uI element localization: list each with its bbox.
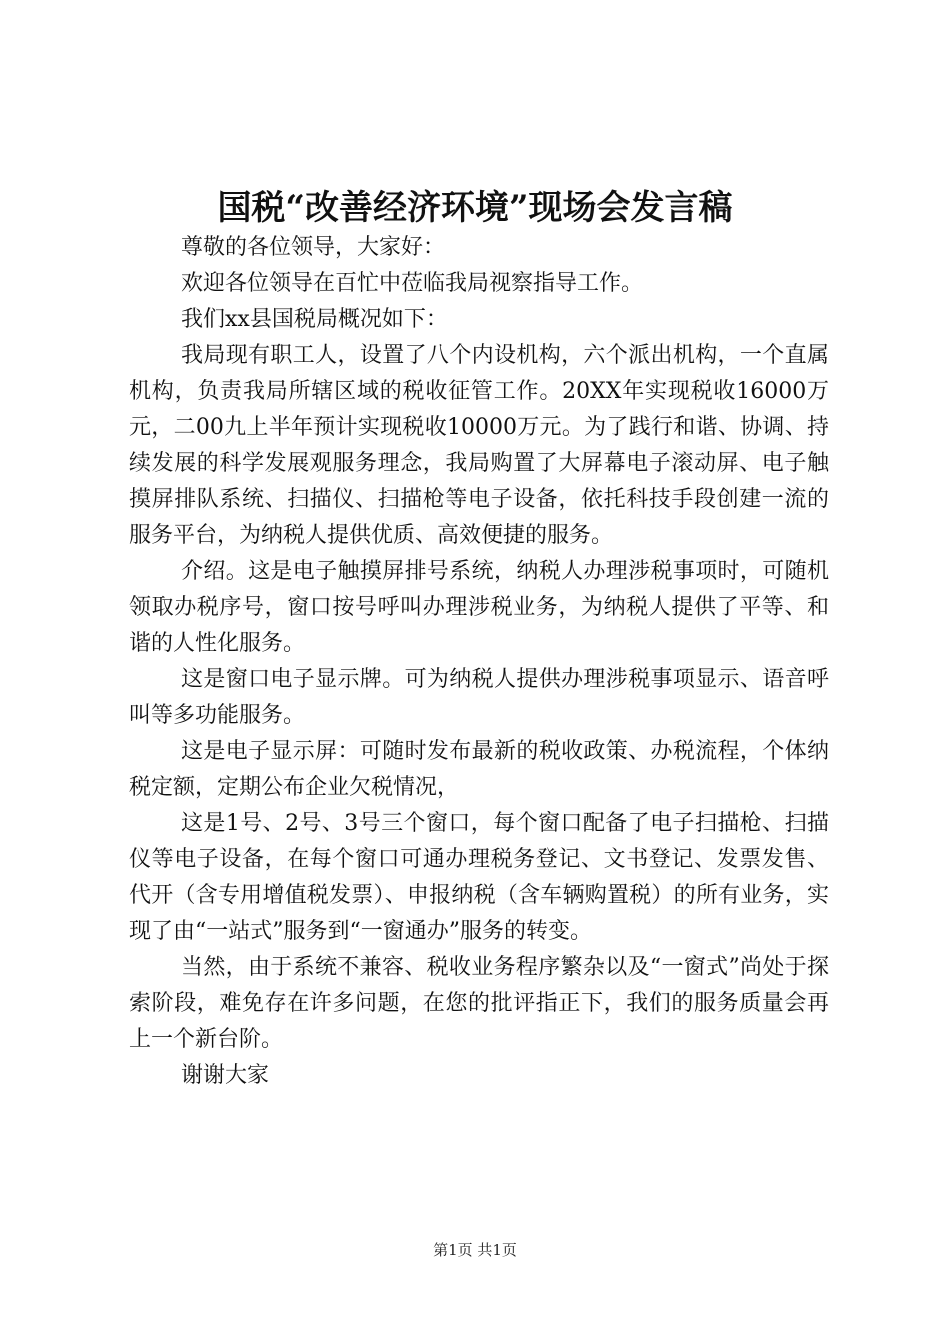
document-body	[129, 230, 829, 1094]
paragraph-welcome: 欢迎各位领导在百忙中莅临我局视察指导工作。	[181, 271, 644, 296]
paragraph-service-windows: 这是1号、2号、3号三个窗口，每个窗口配备了电子扫描枪、扫描仪等电子设备，在每个窗口可通办理税务登记、文书登记、发票发售、代开（含专用增值税发票）、申报纳税（含车辆购置税）的所有业务，实现了由“一站式”服务到“一窗通办”服务的转变。	[129, 811, 829, 944]
paragraph-conclusion: 当然，由于系统不兼容、税收业务程序繁杂以及“一窗式”尚处于探索阶段，难免存在许多问题，在您的批评指正下，我们的服务质量会再上一个新台阶。	[129, 955, 829, 1052]
paragraph-overview: 我局现有职工人，设置了八个内设机构，六个派出机构，一个直属机构，负责我局所辖区域的税收征管工作。20XX年实现税收16000万元，二00九上半年预计实现税收10000万元。为了践行和谐、协调、持续发展的科学发展观服务理念，我局购置了大屏幕电子滚动屏、电子触摸屏排队系统、扫描仪、扫描枪等电子设备，依托科技手段创建一流的服务平台，为纳税人提供优质、高效便捷的服务。	[129, 343, 829, 548]
paragraph-queue-system: 介绍。这是电子触摸屏排号系统，纳税人办理涉税事项时，可随机领取办税序号，窗口按号呼叫办理涉税业务，为纳税人提供了平等、和谐的人性化服务。	[129, 559, 829, 656]
page-footer: 第1页 共1页	[433, 1241, 517, 1259]
paragraph-overview-intro: 我们xx县国税局概况如下：	[181, 307, 448, 332]
document-title: 国税“改善经济环境”现场会发言稿	[217, 188, 733, 228]
paragraph-thanks: 谢谢大家	[181, 1063, 270, 1088]
paragraph-window-display: 这是窗口电子显示牌。可为纳税人提供办理涉税事项显示、语音呼叫等多功能服务。	[129, 667, 829, 728]
paragraph-electronic-screen: 这是电子显示屏：可随时发布最新的税收政策、办税流程，个体纳税定额，定期公布企业欠税情况，	[129, 739, 829, 800]
paragraph-greeting: 尊敬的各位领导，大家好：	[181, 235, 446, 260]
